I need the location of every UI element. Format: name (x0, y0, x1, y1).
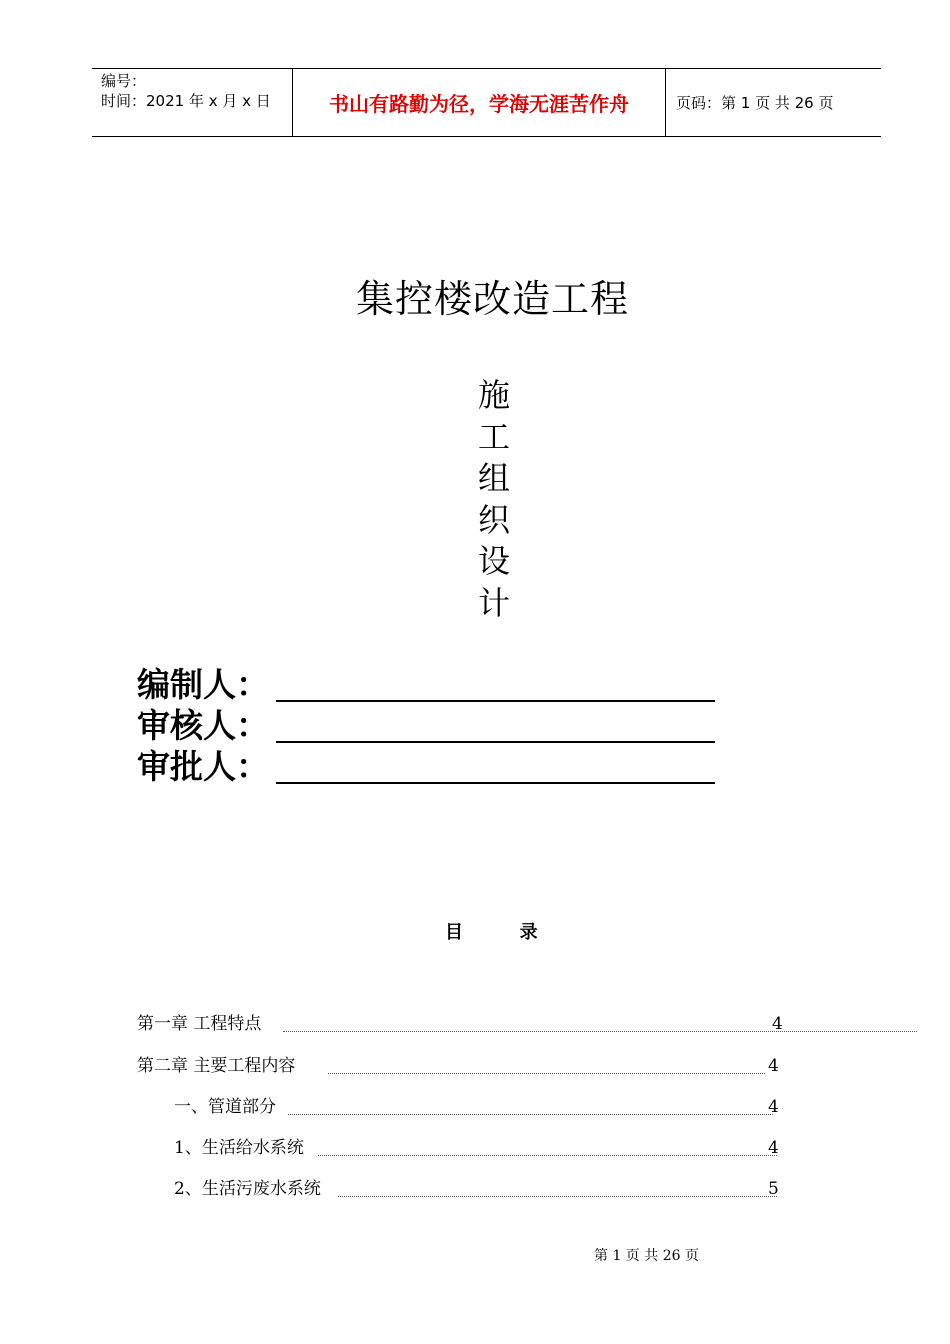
header-meta (92, 69, 293, 136)
toc-heading-char: 录 (519, 922, 538, 943)
toc-entry-page: 5 (768, 1179, 779, 1199)
document-number-label: 编号： (101, 72, 147, 90)
header-motto: 书山有路勤为径，学海无涯苦作舟 (293, 69, 666, 136)
toc-entry-label: 第二章 主要工程内容 (137, 1056, 296, 1076)
toc-entry[interactable] (174, 1095, 787, 1119)
toc-dot-leader (328, 1073, 765, 1074)
subtitle-char: 设 (477, 542, 510, 580)
signature-label: 审核人： (137, 706, 269, 745)
document-time-label: 时间：2021 年 x 月 x 日 (101, 92, 271, 110)
subtitle-char: 组 (477, 459, 510, 497)
toc-entry-label: 2、生活污废水系统 (174, 1179, 321, 1199)
toc-dot-leader (283, 1031, 917, 1032)
toc-entry-page: 4 (768, 1097, 779, 1117)
toc-dot-leader (318, 1155, 777, 1156)
signature-reviewer (137, 706, 269, 746)
toc-entry[interactable] (137, 1012, 787, 1036)
subtitle-char: 织 (477, 500, 510, 539)
toc-entry[interactable] (137, 1054, 787, 1078)
signature-compiler (137, 665, 269, 705)
signature-blank-line (276, 741, 715, 743)
signature-label: 编制人： (137, 665, 269, 704)
toc-heading-char: 目 (445, 922, 463, 943)
toc-heading (445, 918, 538, 944)
header-page-info: 页码：第 1 页 共 26 页 (676, 94, 834, 112)
toc-entry-label: 第一章 工程特点 (137, 1014, 262, 1034)
document-subtitle-vertical (474, 375, 514, 624)
toc-dot-leader (338, 1196, 777, 1197)
document-title: 集控楼改造工程 (355, 277, 629, 321)
signature-blank-line (276, 700, 715, 702)
subtitle-char: 工 (477, 417, 510, 456)
toc-entry-page: 4 (772, 1014, 783, 1034)
signature-blank-line (276, 782, 715, 784)
toc-entry-label: 1、生活给水系统 (174, 1138, 304, 1158)
toc-entry-page: 4 (768, 1138, 779, 1158)
signature-label: 审批人： (137, 747, 269, 786)
subtitle-char: 施 (477, 376, 510, 414)
subtitle-char: 计 (477, 583, 510, 622)
page-footer: 第 1 页 共 26 页 (594, 1248, 699, 1264)
toc-entry[interactable] (174, 1136, 787, 1160)
signature-approver (137, 747, 269, 787)
page-header (92, 68, 881, 137)
toc-dot-leader (288, 1114, 773, 1115)
toc-entry[interactable] (174, 1177, 787, 1201)
toc-entry-page: 4 (768, 1056, 779, 1076)
toc-entry-label: 一、管道部分 (174, 1097, 276, 1117)
